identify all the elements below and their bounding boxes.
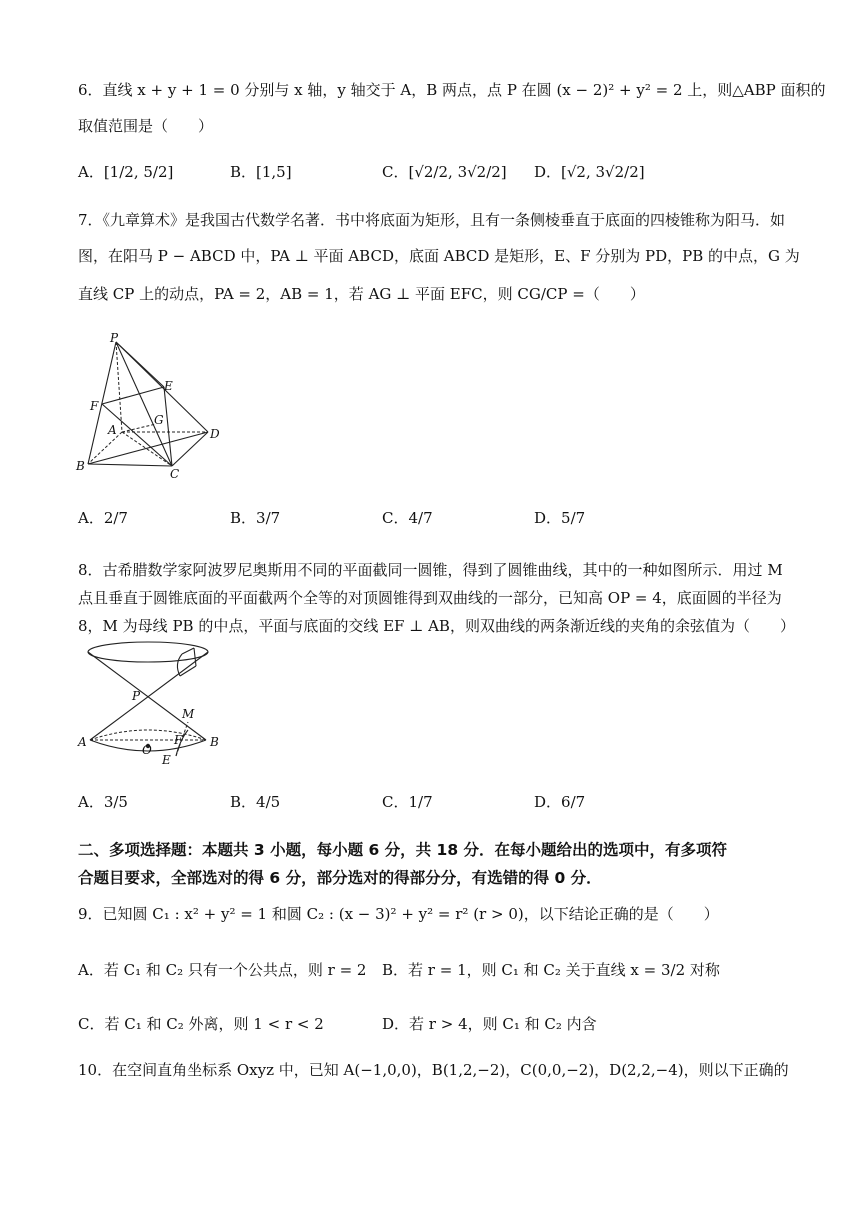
q7-label-b: B <box>76 459 85 473</box>
q9-option-c: C．若 C₁ 和 C₂ 外离，则 1 < r < 2 <box>78 1015 324 1033</box>
q8-label-b: B <box>210 735 219 749</box>
q7-label-p: P <box>110 331 119 345</box>
q8-label-o: O <box>142 743 152 757</box>
q7-line1: 7．《九章算术》是我国古代数学名著．书中将底面为矩形，且有一条侧棱垂直于底面的四棱锥称为阳马．如 <box>78 211 786 229</box>
q8-option-d: D．6/7 <box>534 793 586 811</box>
q8-label-e: E <box>162 753 171 767</box>
q6-option-c: C．[√2/2, 3√2/2] <box>382 163 507 181</box>
q9-line1: 9．已知圆 C₁ : x² + y² = 1 和圆 C₂ : (x − 3)² + y² = r² (r > 0)，以下结论正确的是（ ） <box>78 905 719 923</box>
q7-label-f: F <box>90 399 99 413</box>
q7-label-a: A <box>108 423 117 437</box>
q6-line2: 取值范围是（ ） <box>78 117 214 135</box>
q10-line1: 10．在空间直角坐标系 Oxyz 中，已知 A(−1,0,0)，B(1,2,−2)，C(0,0,−2)，D(2,2,−4)，则以下正确的 <box>78 1061 789 1079</box>
q8-line3: 8，M 为母线 PB 的中点，平面与底面的交线 EF ⊥ AB，则双曲线的两条渐近线的夹角的余弦值为（ ） <box>78 617 795 635</box>
q8-option-c: C．1/7 <box>382 793 433 811</box>
q8-label-f: F <box>174 733 183 747</box>
q8-option-a: A．3/5 <box>78 793 128 811</box>
q9-option-a: A．若 C₁ 和 C₂ 只有一个公共点，则 r = 2 <box>78 961 367 979</box>
q7-pyramid-figure <box>76 332 236 482</box>
q7-label-e: E <box>164 379 173 393</box>
q7-line2: 图，在阳马 P − ABCD 中，PA ⊥ 平面 ABCD，底面 ABCD 是矩形，E、F 分别为 PD，PB 的中点，G 为 <box>78 247 800 265</box>
q7-label-g: G <box>154 413 164 427</box>
q7-option-b: B．3/7 <box>230 509 281 527</box>
q8-line2: 点且垂直于圆锥底面的平面截两个全等的对顶圆锥得到双曲线的一部分，已知高 OP = 4，底面圆的半径为 <box>78 589 782 607</box>
q8-label-p: P <box>132 689 141 703</box>
q7-option-a: A．2/7 <box>78 509 128 527</box>
q7-option-c: C．4/7 <box>382 509 433 527</box>
q9-option-d: D．若 r > 4，则 C₁ 和 C₂ 内含 <box>382 1015 597 1033</box>
section2-heading-line2: 合题目要求，全部选对的得 6 分，部分选对的得部分分，有选错的得 0 分． <box>78 869 602 887</box>
q9-option-b: B．若 r = 1，则 C₁ 和 C₂ 关于直线 x = 3/2 对称 <box>382 961 720 979</box>
q7-label-c: C <box>170 467 180 481</box>
q8-label-m: M <box>182 707 195 721</box>
q7-label-d: D <box>210 427 220 441</box>
q7-line3: 直线 CP 上的动点，PA = 2，AB = 1，若 AG ⊥ 平面 EFC，则 CG/CP =（ ） <box>78 285 645 303</box>
q8-line1: 8．古希腊数学家阿波罗尼奥斯用不同的平面截同一圆锥，得到了圆锥曲线，其中的一种如图所示．用过 M <box>78 561 783 579</box>
q6-option-d: D．[√2, 3√2/2] <box>534 163 645 181</box>
q6-line1: 6．直线 x + y + 1 = 0 分别与 x 轴，y 轴交于 A，B 两点，点 P 在圆 (x − 2)² + y² = 2 上，则△ABP 面积的 <box>78 81 826 99</box>
q6-option-b: B．[1,5] <box>230 163 292 181</box>
q6-option-a: A．[1/2, 5/2] <box>78 163 174 181</box>
q8-option-b: B．4/5 <box>230 793 281 811</box>
q8-cone-figure <box>78 640 228 770</box>
q8-label-a: A <box>78 735 87 749</box>
section2-heading-line1: 二、多项选择题：本题共 3 小题，每小题 6 分，共 18 分．在每小题给出的选项中，有多项符 <box>78 841 728 859</box>
q7-option-d: D．5/7 <box>534 509 586 527</box>
